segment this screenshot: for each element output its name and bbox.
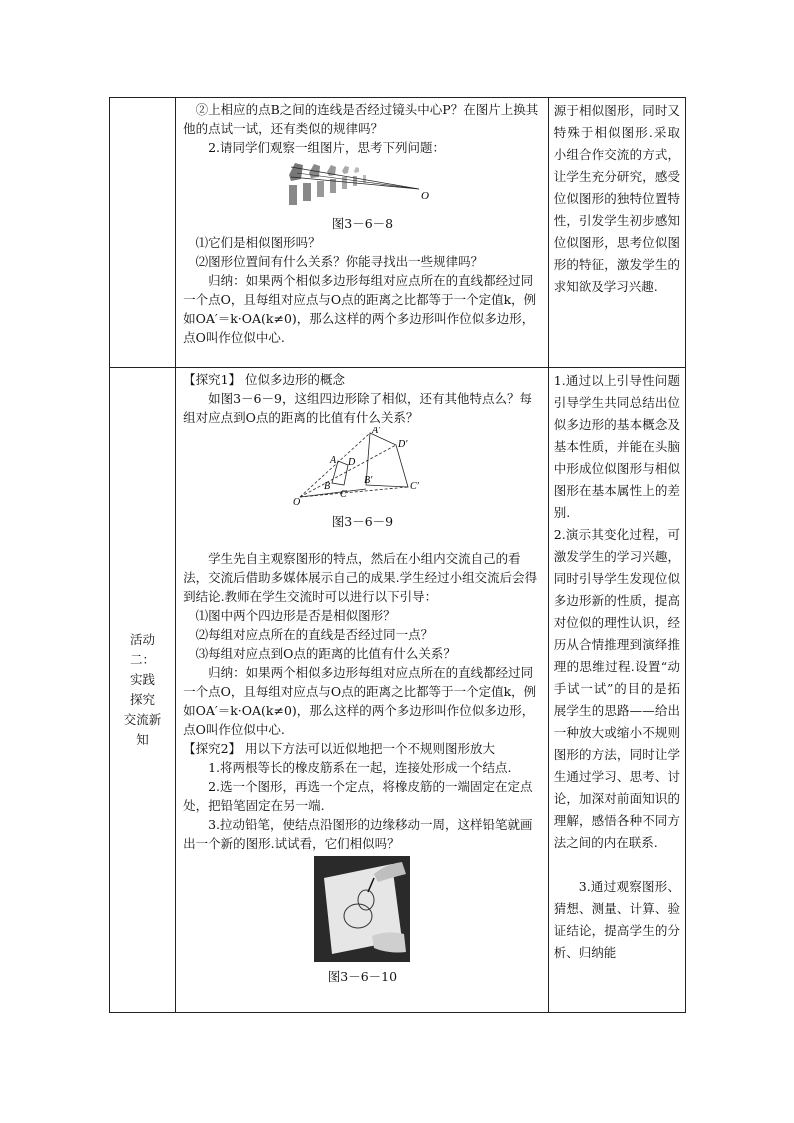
rays-figure (287, 157, 437, 209)
activity-label-line: 活动 (130, 632, 156, 647)
spacer (183, 531, 542, 549)
point-c-label: C (340, 489, 348, 500)
activity-label-line: 实践 (130, 672, 156, 687)
lesson-table (109, 97, 686, 1013)
step-3: 3.拉动铅笔，使结点沿图形的边缘移动一周，这样铅笔就画出一个新的图形.试试看，它们相似吗？ (183, 817, 533, 851)
summary-text: 归纳：如果两个相似多边形每组对应点所在的直线都经过同一个点O，且每组对应点与O点的距离之比都等于一个定值k，例如OA′＝k·OA(k≠0)，那么这样的两个多边形叫作位似多边形，点O叫作位似中心. (183, 273, 537, 345)
students-paragraph: 学生先自主观察图形的特点，然后在小组内交流自己的看法，交流后借助多媒体展示自己的成果.学生经过小组交流后会得到结论.教师在学生交流时可以进行以下引导： (183, 551, 538, 604)
figure-3-6-9 (183, 427, 542, 512)
activity-label-line: 交流新 (123, 712, 162, 727)
instruction-text: 2.请同学们观察一组图片，思考下列问题： (208, 140, 446, 155)
design-intent-3: 3.通过观察图形、猜想、测量、计算、验证结论，提高学生的分析、归纳能 (553, 879, 680, 960)
table-row (110, 368, 686, 1013)
activity-label-line: 知 (136, 732, 149, 747)
point-c2-label: C′ (410, 481, 420, 492)
point-o-label: O (293, 497, 301, 507)
figure-caption: 图3－6－10 (327, 969, 398, 984)
question-2: ⑵图形位置间有什么关系？你能寻找出一些规律吗？ (195, 254, 484, 269)
figure-3-6-10 (183, 856, 542, 967)
guide-question-2: ⑵每组对应点所在的直线是否经过同一点？ (195, 627, 434, 642)
row2-content-cell (176, 368, 549, 1013)
homothety-figure (292, 427, 432, 507)
point-b2-label: B′ (364, 475, 373, 486)
drawing-photo (314, 856, 410, 962)
row1-activity-cell (110, 98, 176, 368)
design-intent-1: 1.通过以上引导性问题引导学生共同总结出位似多边形的基本概念及基本性质，并能在头脑中形成位似图形与相似图形在基本属性上的差别. (553, 373, 680, 520)
center-label-o: O (421, 190, 430, 202)
guide-question-3: ⑶每组对应点到O点的距离的比值有什么关系？ (195, 646, 456, 661)
row2-activity-cell (110, 368, 176, 1013)
question-1: ⑴它们是相似图形吗？ (195, 235, 321, 250)
row2-design-intent-cell (548, 368, 685, 1013)
point-b-label: B (324, 481, 331, 492)
row1-content-cell (176, 98, 549, 368)
explore-1-text: 如图3－6－9，这组四边形除了相似，还有其他特点么？每组对应点到O点的距离的比值有什么关系？ (183, 391, 532, 425)
design-intent-text: 源于相似图形，同时又特殊于相似图形.采取小组合作交流的方式，让学生充分研究，感受位似图形的独特位置特性，引发学生初步感知位似图形，思考位似图形的特征，激发学生的求知欲及学习兴趣. (553, 103, 680, 294)
spacer (554, 854, 680, 876)
explore-2-title: 【探究2】 用以下方法可以近似地把一个不规则图形放大 (183, 741, 496, 756)
design-intent-2: 2.演示其变化过程，可激发学生的学习兴趣，同时引导学生发现位似多边形新的性质，提高对位似的理性认识，经历从合情推理到演绎推理的思维过程.设置“动手试一试”的目的是拓展学生的思路——给出一种放大或缩小不规则图形的方法，同时让学生通过学习、思考、讨论，加深对前面知识的理解，感悟各种不同方法之间的内在联系. (553, 527, 680, 850)
point-a2-label: A′ (372, 427, 381, 436)
row1-design-intent-cell (548, 98, 685, 368)
step-1: 1.将两根等长的橡皮筋系在一起，连接处形成一个结点. (208, 760, 512, 775)
point-d-label: D (348, 457, 356, 468)
point-a-label: A (330, 455, 337, 466)
summary-text-2: 归纳：如果两个相似多边形每组对应点所在的直线都经过同一个点O，且每组对应点与O点的距离之比都等于一个定值k，例如OA′＝k·OA(k≠0)，那么这样的两个多边形叫作位似多边形，点O叫作位似中心. (183, 665, 537, 737)
activity-label-line: 二： (130, 652, 156, 667)
guide-question-1: ⑴图中两个四边形是否是相似图形？ (195, 608, 396, 623)
step-2: 2.选一个图形，再选一个定点，将橡皮筋的一端固定在定点处，把铅笔固定在另一端. (183, 779, 533, 813)
question-text: ②上相应的点B之间的连线是否经过镜头中心P？在图片上换其他的点试一试，还有类似的规律吗？ (183, 102, 539, 136)
table-row (110, 98, 686, 368)
figure-3-6-8 (183, 157, 542, 214)
activity-label-line: 探究 (130, 692, 156, 707)
figure-caption: 图3－6－8 (331, 216, 394, 231)
point-d2-label: D′ (398, 439, 408, 450)
explore-1-title: 【探究1】 位似多边形的概念 (183, 372, 346, 387)
figure-caption: 图3－6－9 (331, 514, 394, 529)
